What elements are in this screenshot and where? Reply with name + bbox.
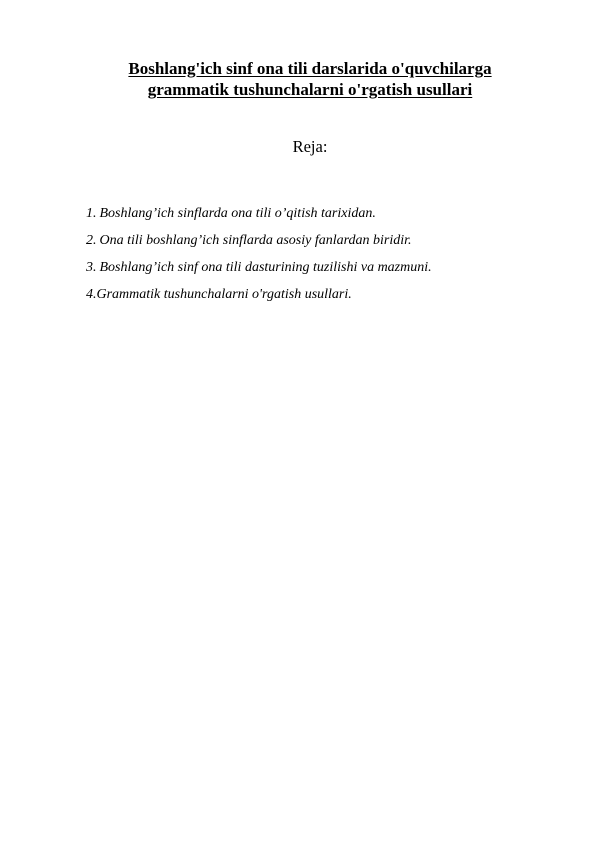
- plan-heading: Reja:: [292, 137, 328, 156]
- plan-item-number: 4.: [86, 287, 97, 302]
- plan-item-3: [86, 258, 432, 285]
- plan-list: [86, 204, 432, 312]
- document-title: [60, 58, 560, 100]
- plan-item-text: Boshlang’ich sinflarda ona tili o’qitish tarixidan.: [99, 206, 376, 221]
- plan-item-text: Boshlang’ich sinf ona tili dasturining tuzilishi va mazmuni.: [99, 260, 432, 275]
- plan-item-4: [86, 285, 432, 312]
- document-title-line-1: Boshlang'ich sinf ona tili darslarida o'quvchilarga: [128, 59, 492, 78]
- plan-item-number: 2.: [86, 233, 97, 248]
- plan-item-2: [86, 231, 432, 258]
- plan-item-number: 1.: [86, 206, 97, 221]
- plan-item-1: [86, 204, 432, 231]
- plan-item-text: Ona tili boshlang’ich sinflarda asosiy fanlardan biridir.: [99, 233, 412, 248]
- plan-item-number: 3.: [86, 260, 97, 275]
- document-title-line-2: grammatik tushunchalarni o'rgatish usullari: [147, 80, 473, 99]
- plan-item-text: Grammatik tushunchalarni o'rgatish usullari.: [96, 287, 352, 302]
